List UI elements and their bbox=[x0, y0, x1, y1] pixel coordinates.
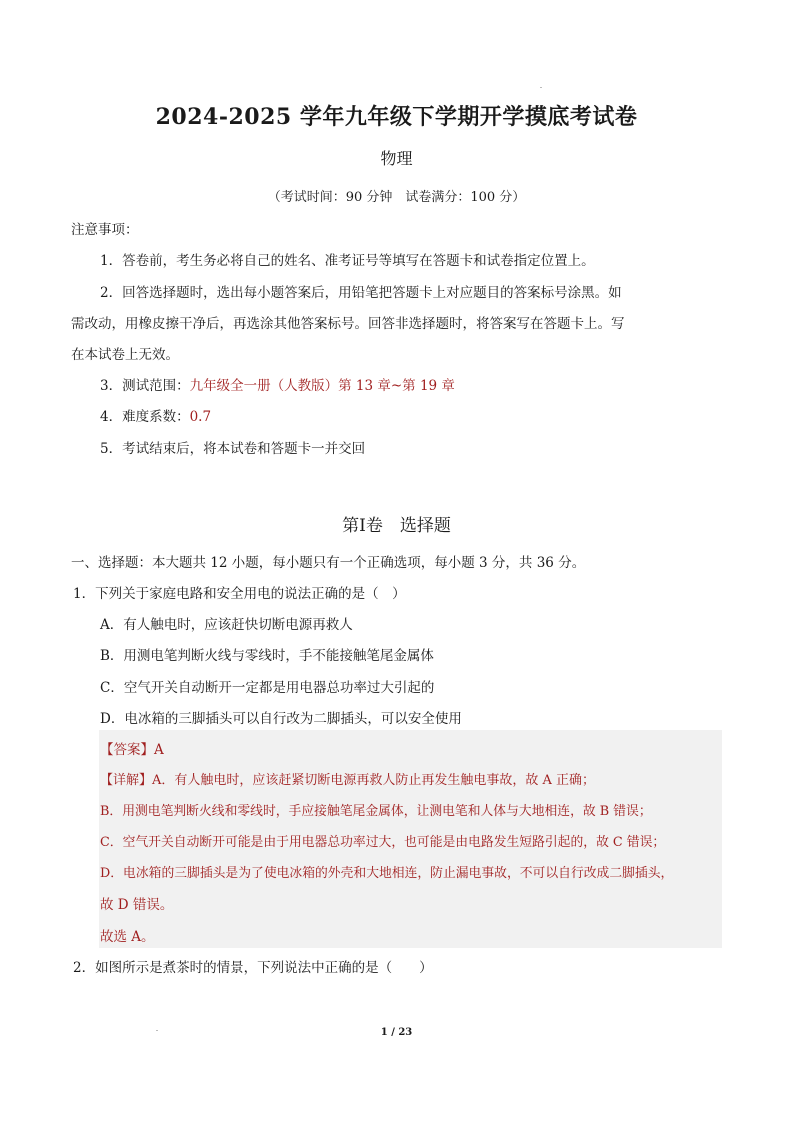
notice-item-4 bbox=[100, 405, 211, 425]
notice-item-2-line-1: 2．回答选择题时，选出每小题答案后，用铅笔把答题卡上对应题目的答案标号涂黑。如 bbox=[100, 285, 622, 301]
exam-title: 2024-2025 学年九年级下学期开学摸底考试卷 bbox=[155, 104, 638, 130]
notice-item-3-label: 3．测试范围： bbox=[100, 378, 190, 394]
answer-label: 【答案】A bbox=[100, 742, 164, 758]
explanation-label: 【详解】 bbox=[100, 773, 153, 788]
page-number: 1 / 23 bbox=[380, 1027, 413, 1038]
notice-item-4-label: 4．难度系数： bbox=[100, 409, 190, 425]
explanation-line-a bbox=[100, 769, 595, 788]
notice-item-3 bbox=[100, 374, 455, 394]
question-1-option-c: C．空气开关自动断开一定都是用电器总功率过大引起的 bbox=[100, 680, 435, 696]
exam-subject: 物理 bbox=[380, 149, 413, 168]
question-1-option-a: A．有人触电时，应该赶快切断电源再救人 bbox=[100, 617, 353, 633]
scan-speck bbox=[156, 1030, 158, 1031]
notice-item-5: 5．考试结束后，将本试卷和答题卡一并交回 bbox=[100, 441, 366, 457]
section-intro: 一、选择题：本大题共 12 小题，每小题只有一个正确选项，每小题 3 分，共 36 分。 bbox=[71, 555, 586, 571]
exam-info: （考试时间：90 分钟 试卷满分：100 分） bbox=[267, 190, 526, 205]
question-1-stem: 1．下列关于家庭电路和安全用电的说法正确的是（ ） bbox=[73, 586, 406, 602]
notice-item-2-line-3: 在本试卷上无效。 bbox=[71, 347, 179, 363]
explanation-d-line-1: D．电冰箱的三脚插头是为了使电冰箱的外壳和大地相连，防止漏电事故，不可以自行改成二脚插头， bbox=[100, 866, 674, 881]
question-1-option-b: B．用测电笔判断火线与零线时，手不能接触笔尾金属体 bbox=[100, 648, 434, 664]
difficulty-value: 0.7 bbox=[189, 409, 212, 425]
scan-speck bbox=[540, 87, 542, 88]
question-1-option-d: D．电冰箱的三脚插头可以自行改为二脚插头，可以安全使用 bbox=[100, 711, 462, 727]
question-2-stem: 2．如图所示是煮茶时的情景，下列说法中正确的是（ ） bbox=[73, 960, 433, 976]
notice-item-1: 1．答卷前，考生务必将自己的姓名、准考证号等填写在答题卡和试卷指定位置上。 bbox=[100, 253, 595, 269]
notice-heading: 注意事项： bbox=[71, 222, 139, 238]
explanation-b: B．用测电笔判断火线和零线时，手应接触笔尾金属体，让测电笔和人体与大地相连，故 B 错误； bbox=[100, 804, 652, 819]
test-scope: 九年级全一册（人教版）第 13 章~第 19 章 bbox=[189, 378, 455, 394]
explanation-a: A．有人触电时，应该赶紧切断电源再救人防止再发生触电事故，故 A 正确； bbox=[152, 773, 596, 788]
explanation-c: C．空气开关自动断开可能是由于用电器总功率过大，也可能是由电路发生短路引起的，故 C 错误； bbox=[100, 835, 666, 850]
notice-item-2-line-2: 需改动，用橡皮擦干净后，再选涂其他答案标号。回答非选择题时，将答案写在答题卡上。写 bbox=[71, 316, 625, 332]
explanation-d-line-2: 故 D 错误。 bbox=[100, 897, 174, 913]
section-title: 第Ⅰ卷 选择题 bbox=[342, 516, 451, 536]
explanation-conclusion: 故选 A。 bbox=[100, 929, 155, 945]
